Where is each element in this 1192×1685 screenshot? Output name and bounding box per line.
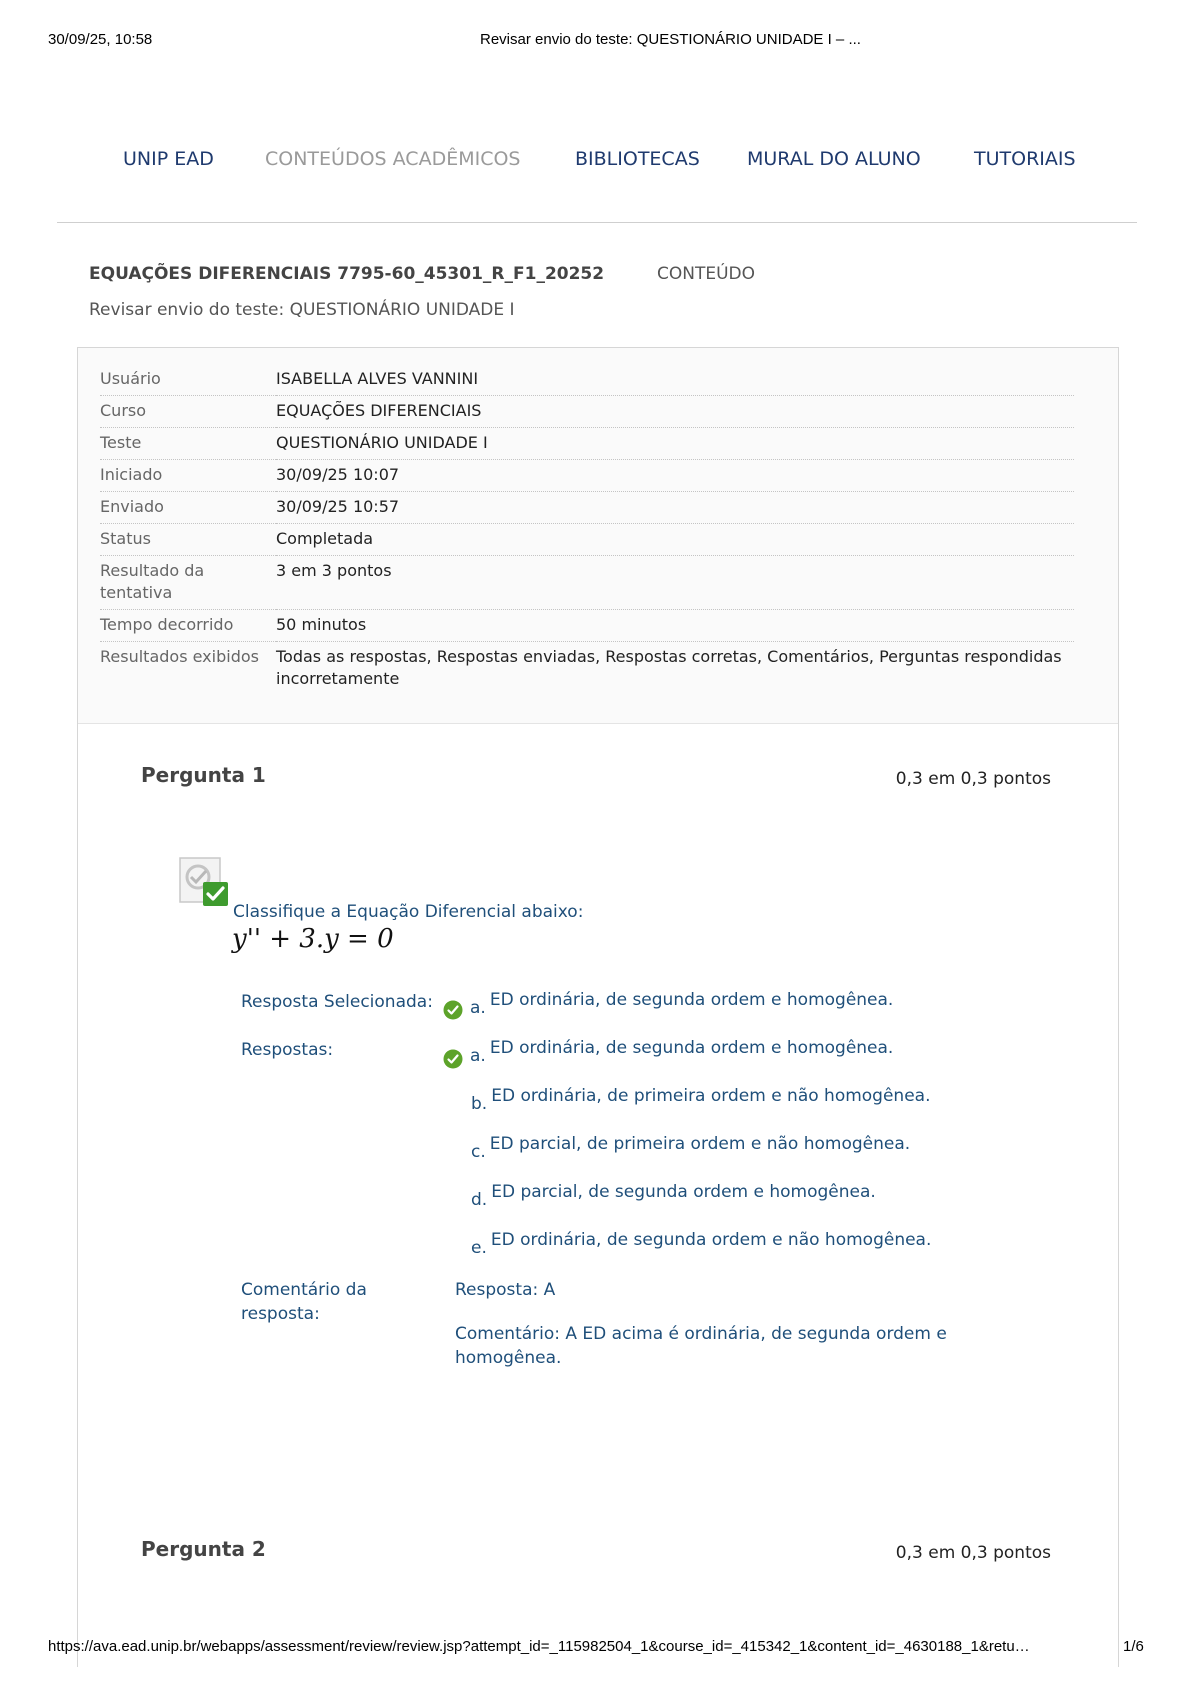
question-1-title: Pergunta 1 xyxy=(141,763,266,787)
answer-letter: b. xyxy=(471,1094,488,1114)
attempt-info-table xyxy=(100,364,1074,695)
info-row-teste xyxy=(100,428,1074,460)
info-row-enviado xyxy=(100,492,1074,524)
info-row-usuario xyxy=(100,364,1074,396)
answers-label: Respostas: xyxy=(241,1040,334,1060)
info-row-resultado xyxy=(100,556,1074,610)
answer-letter: d. xyxy=(471,1190,488,1210)
info-value: 30/09/25 10:57 xyxy=(276,492,1074,524)
question-1-text: Classifique a Equação Diferencial abaixo: xyxy=(233,902,584,922)
course-title[interactable]: EQUAÇÕES DIFERENCIAIS 7795-60_45301_R_F1_20252 xyxy=(89,264,605,284)
nav-mural-do-aluno[interactable]: MURAL DO ALUNO xyxy=(747,148,921,170)
correct-answer-status-icon xyxy=(178,855,230,907)
info-label: Status xyxy=(100,524,276,556)
info-label: Teste xyxy=(100,428,276,460)
info-label: Usuário xyxy=(100,364,276,396)
answer-letter: a. xyxy=(470,1046,486,1066)
selected-correct-check-icon xyxy=(443,1000,463,1020)
info-value: ISABELLA ALVES VANNINI xyxy=(276,364,1074,396)
nav-bibliotecas[interactable]: BIBLIOTECAS xyxy=(575,148,700,170)
comment-text: Comentário: A ED acima é ordinária, de segunda ordem e homogênea. xyxy=(455,1324,947,1368)
info-row-curso xyxy=(100,396,1074,428)
content-link[interactable]: CONTEÚDO xyxy=(657,264,756,284)
comment-answer: Resposta: A xyxy=(455,1280,556,1300)
answer-letter: c. xyxy=(471,1142,486,1162)
info-row-resultados-exibidos xyxy=(100,642,1074,696)
nav-tutoriais[interactable]: TUTORIAIS xyxy=(974,148,1076,170)
nav-unip-ead[interactable]: UNIP EAD xyxy=(123,148,214,170)
question-1-formula: y'' + 3.y = 0 xyxy=(232,924,394,954)
answer-option-c xyxy=(471,1134,911,1162)
nav-conteudos-academicos[interactable]: CONTEÚDOS ACADÊMICOS xyxy=(265,148,521,170)
info-value: Todas as respostas, Respostas enviadas, Respostas corretas, Comentários, Perguntas respondidas incorretamente xyxy=(276,647,1062,688)
answer-text: ED ordinária, de segunda ordem e homogênea. xyxy=(489,1038,894,1058)
info-row-tempo xyxy=(100,610,1074,642)
attempt-info-box xyxy=(78,348,1118,724)
question-2-points: 0,3 em 0,3 pontos xyxy=(895,1543,1051,1563)
top-nav xyxy=(0,148,1192,178)
info-row-iniciado xyxy=(100,460,1074,492)
print-page-number: 1/6 xyxy=(1123,1638,1144,1655)
answer-text: ED parcial, de primeira ordem e não homogênea. xyxy=(489,1134,911,1154)
print-datetime: 30/09/25, 10:58 xyxy=(48,31,153,48)
info-value: Completada xyxy=(276,524,1074,556)
question-2-title: Pergunta 2 xyxy=(141,1537,266,1561)
answer-letter: a. xyxy=(470,998,486,1018)
info-value: 50 minutos xyxy=(276,610,1074,642)
info-value: 3 em 3 pontos xyxy=(276,556,1074,610)
info-value: EQUAÇÕES DIFERENCIAIS xyxy=(276,396,1074,428)
question-1-points: 0,3 em 0,3 pontos xyxy=(895,769,1051,789)
print-page-title: Revisar envio do teste: QUESTIONÁRIO UNIDADE I – ... xyxy=(480,31,861,48)
answer-option-a xyxy=(470,1038,894,1066)
answer-option-d xyxy=(471,1182,876,1210)
info-label: Tempo decorrido xyxy=(100,610,276,642)
info-value: QUESTIONÁRIO UNIDADE I xyxy=(276,428,1074,460)
correct-answer-check-icon xyxy=(443,1049,463,1069)
page-title: Revisar envio do teste: QUESTIONÁRIO UNIDADE I xyxy=(89,300,515,320)
selected-answer xyxy=(470,990,894,1018)
info-label: Iniciado xyxy=(100,460,276,492)
info-value: 30/09/25 10:07 xyxy=(276,460,1074,492)
info-row-status xyxy=(100,524,1074,556)
answer-text: ED parcial, de segunda ordem e homogênea. xyxy=(491,1182,876,1202)
comment-label: Comentário da resposta: xyxy=(241,1280,367,1324)
answer-text: ED ordinária, de segunda ordem e homogênea. xyxy=(489,990,894,1010)
selected-answer-label: Resposta Selecionada: xyxy=(241,992,433,1012)
info-label: Resultado da tentativa xyxy=(100,556,276,610)
answer-text: ED ordinária, de segunda ordem e não homogênea. xyxy=(490,1230,932,1250)
info-label: Enviado xyxy=(100,492,276,524)
info-label: Curso xyxy=(100,396,276,428)
answer-letter: e. xyxy=(471,1238,487,1258)
info-label: Resultados exibidos xyxy=(100,647,259,666)
print-footer-url: https://ava.ead.unip.br/webapps/assessment/review/review.jsp?attempt_id=_115982504_1&course_id=_415342_1&content_id=_4630188_1&retu… xyxy=(48,1638,1030,1655)
answer-text: ED ordinária, de primeira ordem e não homogênea. xyxy=(491,1086,931,1106)
answer-option-e xyxy=(471,1230,932,1258)
answer-option-b xyxy=(471,1086,931,1114)
nav-divider xyxy=(57,222,1137,223)
